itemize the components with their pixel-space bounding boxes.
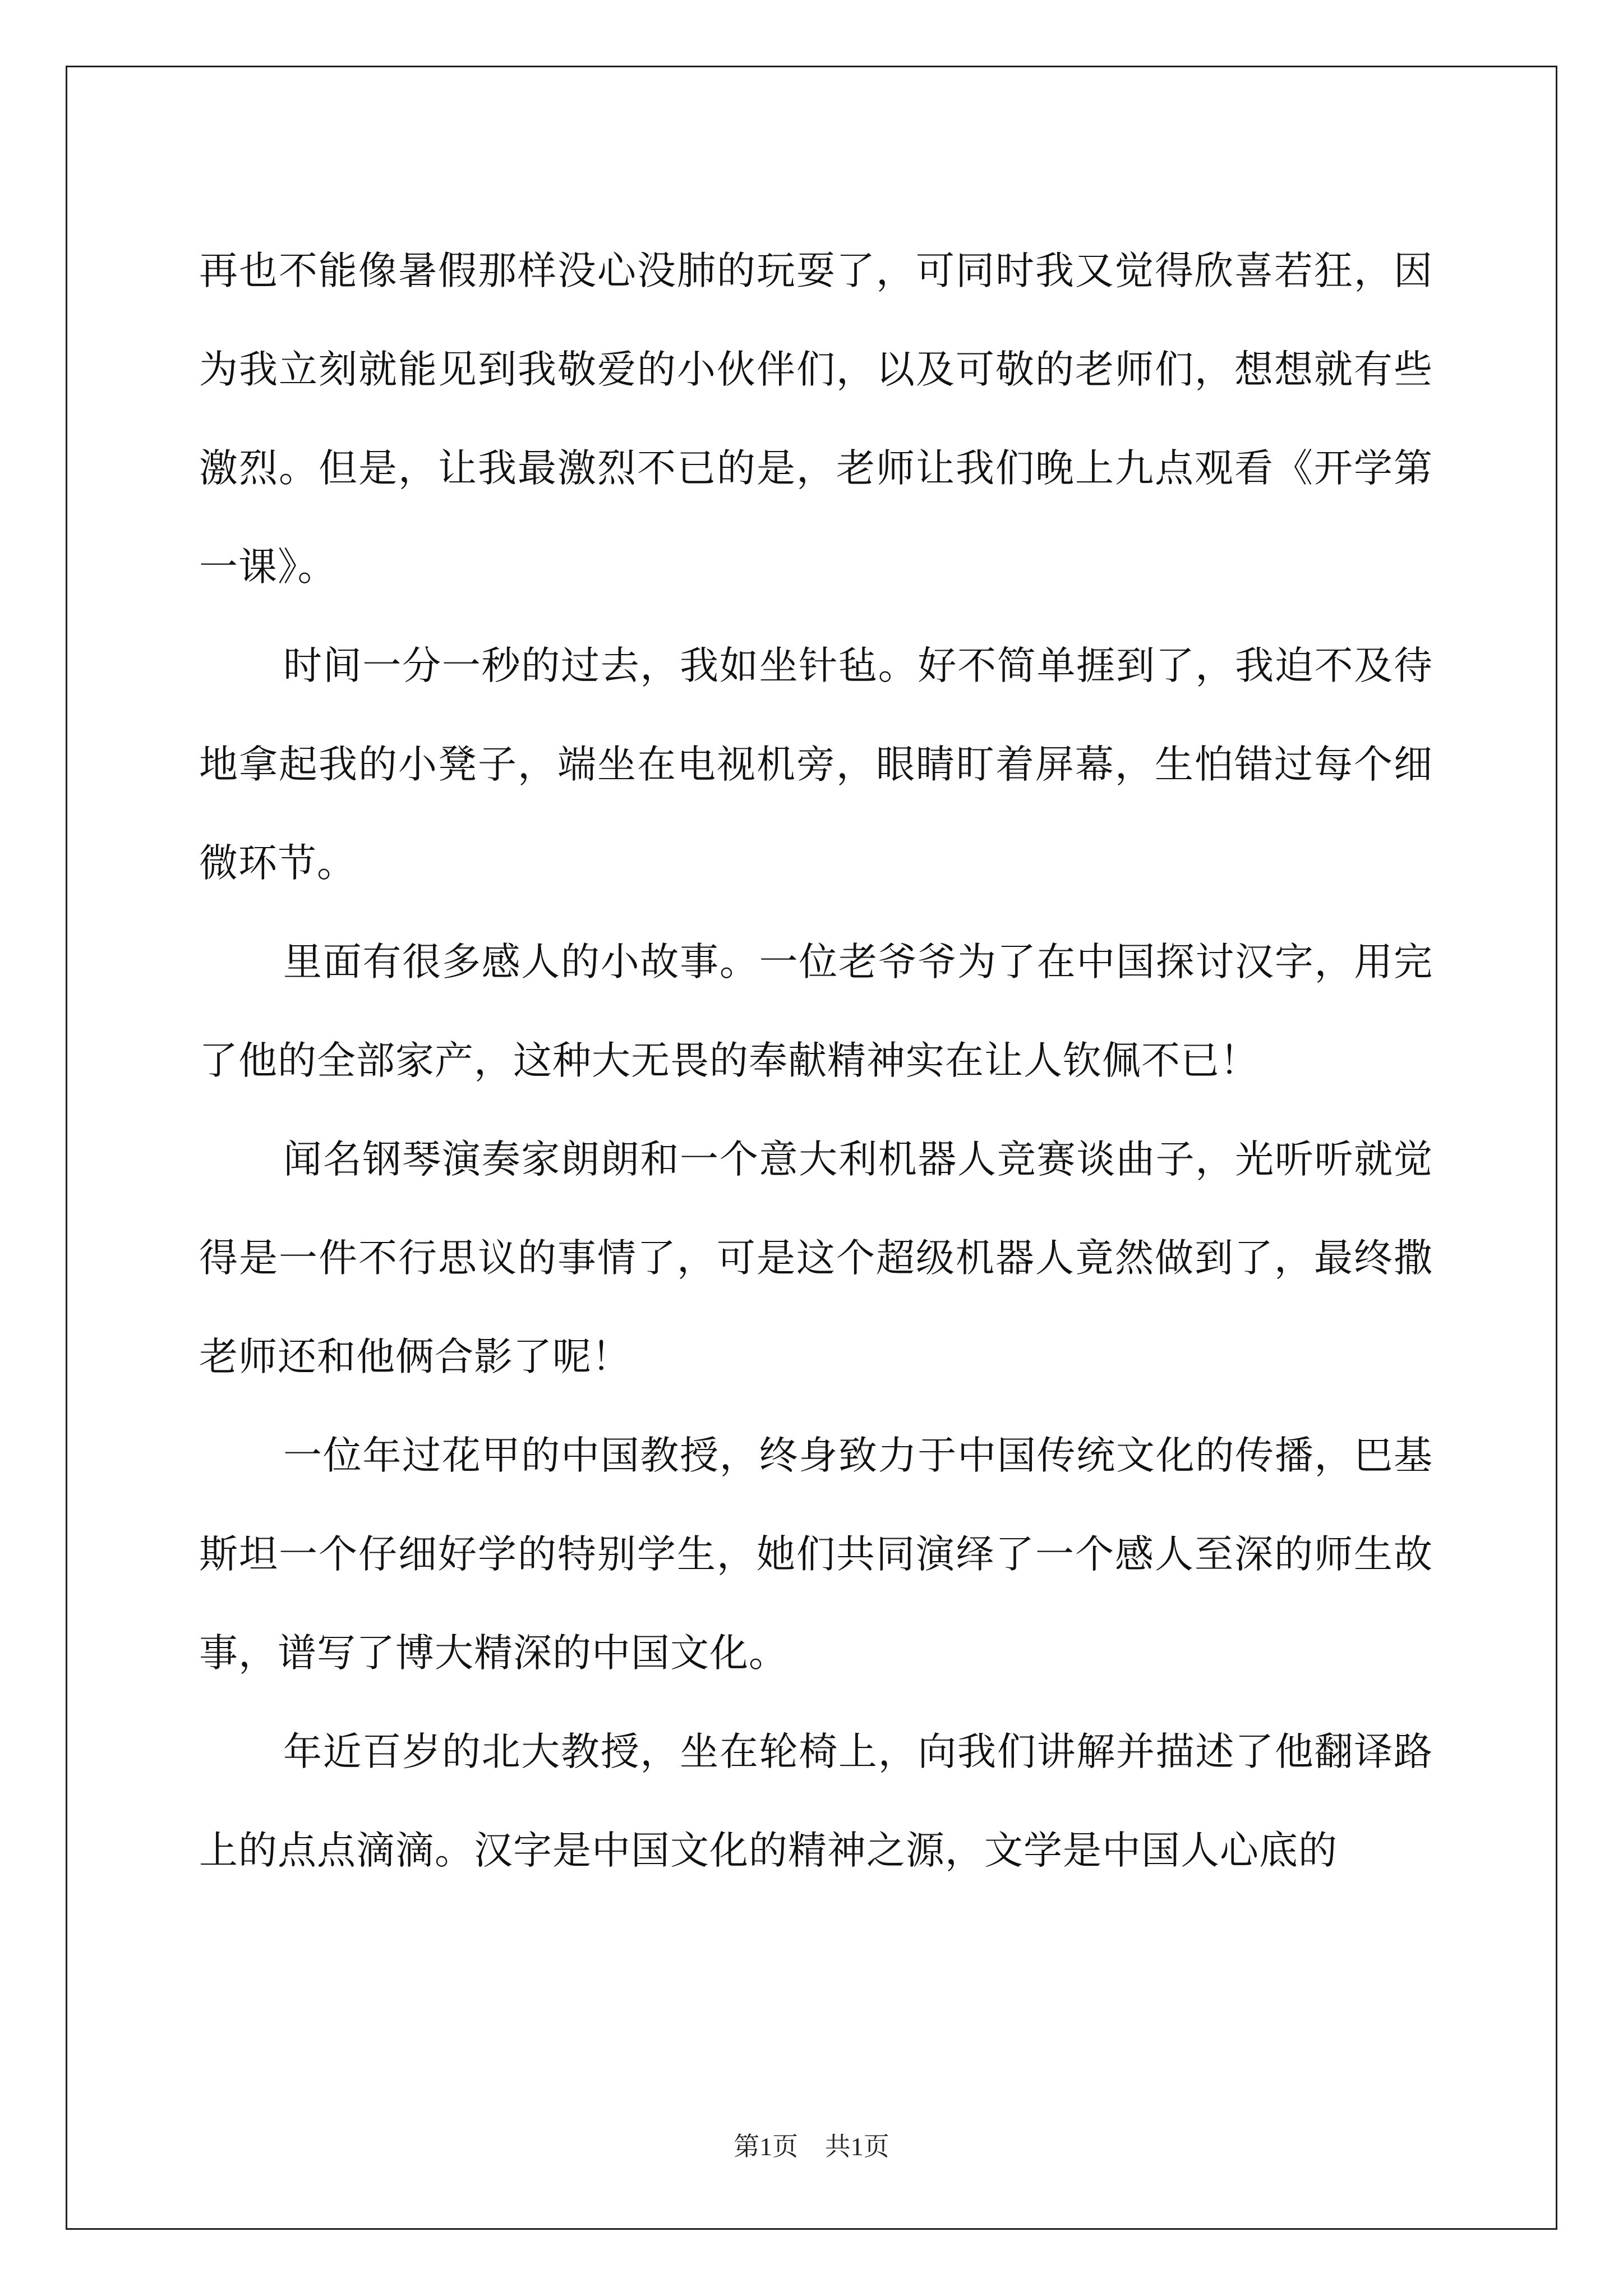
- paragraph-4: 闻名钢琴演奏家朗朗和一个意大利机器人竞赛谈曲子，光听听就觉得是一件不行思议的事情了，可是这个超级机器人竟然做到了，最终撒老师还和他俩合影了呢！: [199, 1137, 1433, 1379]
- paragraph-6: 年近百岁的北大教授，坐在轮椅上，向我们讲解并描述了他翻译路上的点点滴滴。汉字是中国文化的精神之源，文学是中国人心底的: [199, 1729, 1433, 1873]
- paragraph-1: 再也不能像暑假那样没心没肺的玩耍了，可同时我又觉得欣喜若狂，因为我立刻就能见到我敬爱的小伙伴们，以及可敬的老师们，想想就有些激烈。但是，让我最激烈不已的是，老师让我们晚上九点观看《开学第一课》。: [199, 249, 1433, 590]
- paragraph-5: 一位年过花甲的中国教授，终身致力于中国传统文化的传播，巴基斯坦一个仔细好学的特别学生，她们共同演绎了一个感人至深的师生故事，谱写了博大精深的中国文化。: [199, 1433, 1433, 1676]
- page-number-current: 第1页: [734, 2132, 799, 2161]
- paragraph-2: 时间一分一秒的过去，我如坐针毡。好不简单捱到了，我迫不及待地拿起我的小凳子，端坐在电视机旁，眼睛盯着屏幕，生怕错过每个细微环节。: [199, 643, 1433, 886]
- document-body: [199, 222, 1433, 1900]
- page-number-total: 共1页: [824, 2132, 889, 2161]
- page-footer: [0, 2126, 1623, 2163]
- paragraph-3: 里面有很多感人的小故事。一位老爷爷为了在中国探讨汉字，用完了他的全部家产，这种大无畏的奉献精神实在让人钦佩不已！: [199, 940, 1433, 1083]
